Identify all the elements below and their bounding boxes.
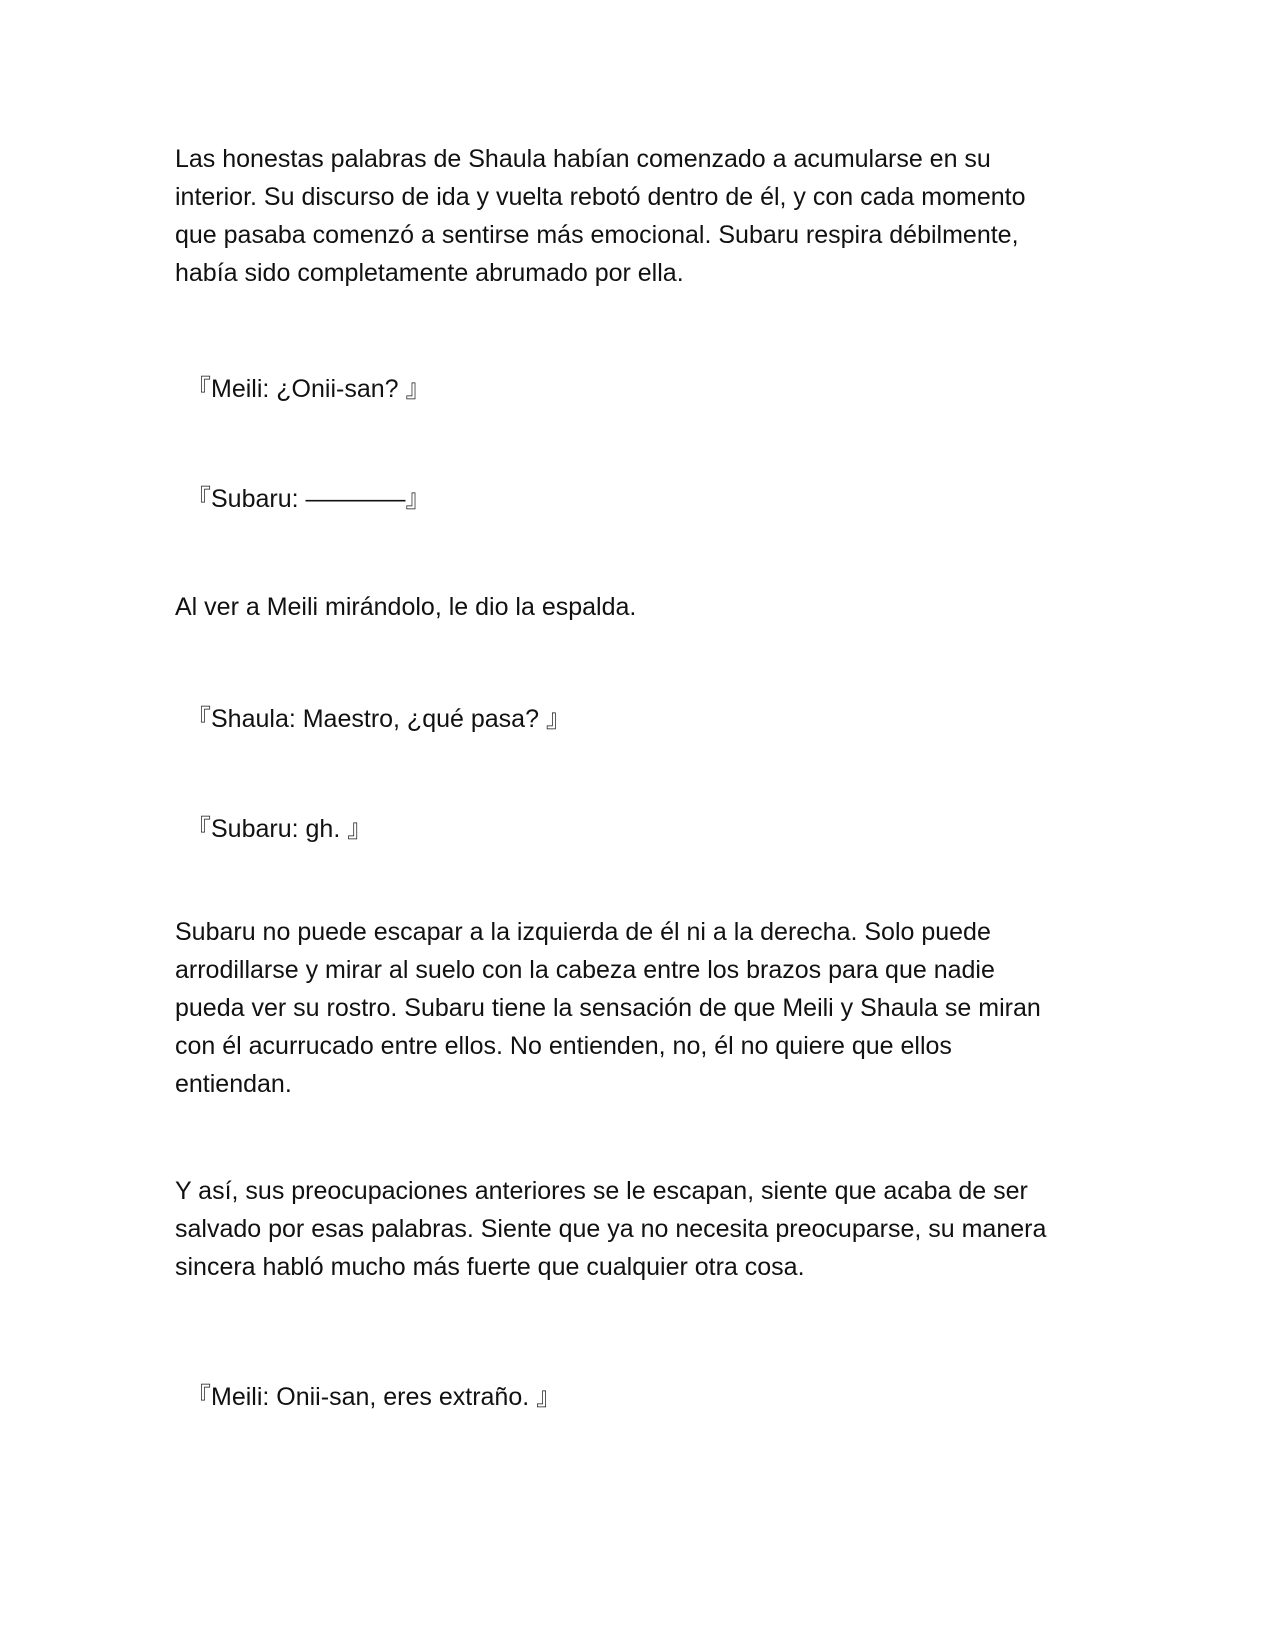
paragraph-line: que pasaba comenzó a sentirse más emocional. Subaru respira débilmente, [175, 221, 1019, 249]
dialogue-line: 『Subaru: ————』 [186, 485, 431, 513]
paragraph-line: Subaru no puede escapar a la izquierda de él ni a la derecha. Solo puede [175, 918, 991, 946]
paragraph-line: Y así, sus preocupaciones anteriores se le escapan, siente que acaba de ser [175, 1177, 1028, 1205]
paragraph-line: arrodillarse y mirar al suelo con la cabeza entre los brazos para que nadie [175, 956, 995, 984]
paragraph-line: sincera habló mucho más fuerte que cualquier otra cosa. [175, 1253, 805, 1281]
paragraph-line: Las honestas palabras de Shaula habían comenzado a acumularse en su [175, 145, 991, 173]
paragraph-line: entiendan. [175, 1070, 292, 1098]
paragraph [175, 1172, 1105, 1286]
dialogue-line: 『Shaula: Maestro, ¿qué pasa? 』 [186, 705, 571, 733]
dialogue-line: 『Meili: ¿Onii-san? 』 [186, 375, 431, 403]
paragraph-line: salvado por esas palabras. Siente que ya no necesita preocuparse, su manera [175, 1215, 1047, 1243]
paragraph-line: con él acurrucado entre ellos. No entienden, no, él no quiere que ellos [175, 1032, 952, 1060]
paragraph [175, 913, 1105, 1103]
paragraph-line: había sido completamente abrumado por ella. [175, 259, 684, 287]
paragraph-line: Al ver a Meili mirándolo, le dio la espalda. [175, 593, 637, 621]
paragraph-line: interior. Su discurso de ida y vuelta rebotó dentro de él, y con cada momento [175, 183, 1026, 211]
dialogue-line: 『Subaru: gh. 』 [186, 815, 373, 843]
dialogue-line: 『Meili: Onii-san, eres extraño. 』 [186, 1383, 562, 1411]
paragraph-line: pueda ver su rostro. Subaru tiene la sensación de que Meili y Shaula se miran [175, 994, 1041, 1022]
paragraph [175, 140, 1105, 292]
paragraph [175, 588, 1105, 626]
